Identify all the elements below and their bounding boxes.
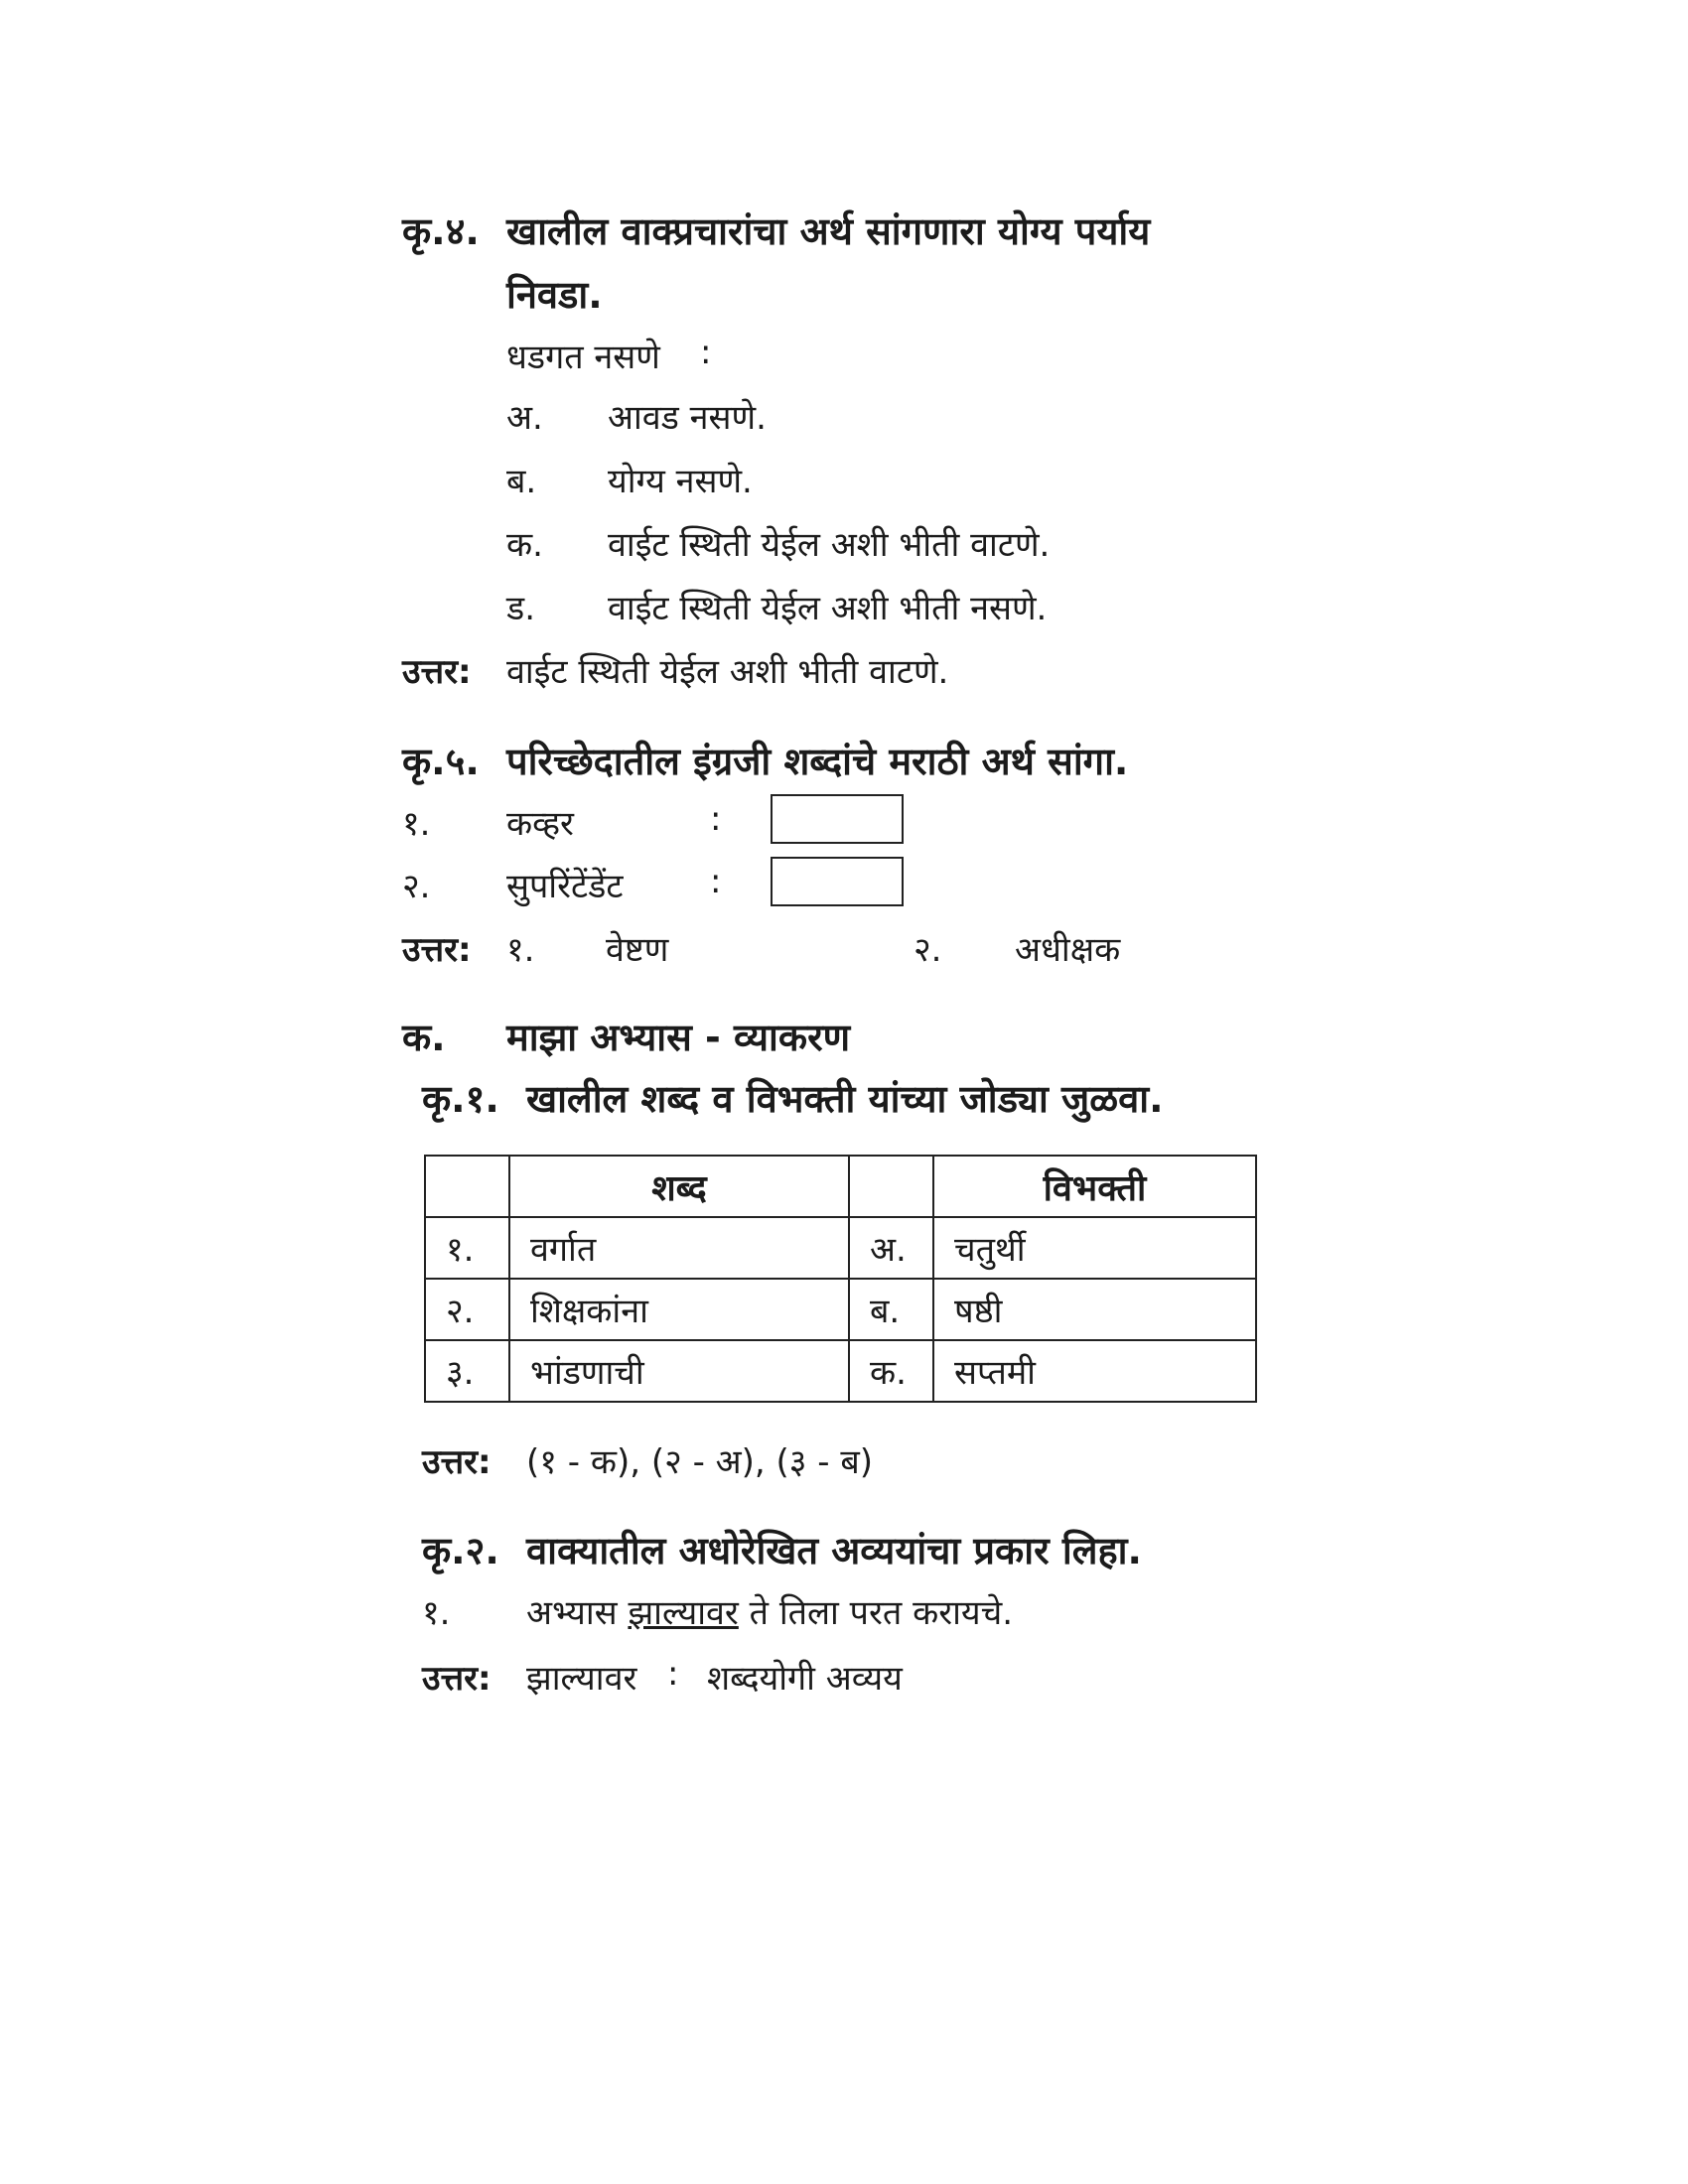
table-row xyxy=(425,1340,1256,1402)
table-cell: १. xyxy=(425,1217,509,1279)
g1-title: खालील शब्द व विभक्ती यांच्या जोड्या जुळवा. xyxy=(526,1077,1164,1121)
table-cell: अ. xyxy=(849,1217,933,1279)
table-cell: भांडणाची xyxy=(509,1340,849,1402)
table-cell: ३. xyxy=(425,1340,509,1402)
q5-item-num: १. xyxy=(402,804,431,844)
table-header-cell xyxy=(849,1156,933,1217)
q4-option-text: आवड नसणे. xyxy=(608,398,767,438)
table-row xyxy=(425,1279,1256,1340)
table-cell: क. xyxy=(849,1340,933,1402)
g2-item-num: १. xyxy=(422,1593,451,1633)
g2-number: कृ.२. xyxy=(422,1529,499,1572)
q5-number: कृ.५. xyxy=(402,740,480,783)
table-cell: २. xyxy=(425,1279,509,1340)
q4-option-text: वाईट स्थिती येईल अशी भीती वाटणे. xyxy=(608,525,1051,565)
q4-option-label: ड. xyxy=(506,589,535,628)
q4-option-text: वाईट स्थिती येईल अशी भीती नसणे. xyxy=(608,589,1048,628)
table-cell: षष्ठी xyxy=(933,1279,1256,1340)
g1-number: कृ.१. xyxy=(422,1077,499,1121)
table-cell: ब. xyxy=(849,1279,933,1340)
q5-item-word: कव्हर xyxy=(506,804,574,844)
table-header-cell: शब्द xyxy=(509,1156,849,1217)
table-header-cell: विभक्ती xyxy=(933,1156,1256,1217)
q5-answer-1-num: १. xyxy=(506,930,535,970)
matching-table xyxy=(424,1155,1257,1403)
g2-title: वाक्यातील अधोरेखित अव्ययांचा प्रकार लिहा. xyxy=(526,1529,1142,1572)
q4-option-label: क. xyxy=(506,525,543,565)
table-cell: वर्गात xyxy=(509,1217,849,1279)
q4-phrase: धडगत नसणे xyxy=(506,338,660,377)
q4-answer: वाईट स्थिती येईल अशी भीती वाटणे. xyxy=(506,652,949,692)
table-header-row xyxy=(425,1156,1256,1217)
table-row xyxy=(425,1217,1256,1279)
q4-phrase-colon: : xyxy=(700,333,712,372)
q4-answer-label: उत्तर: xyxy=(402,652,472,692)
q5-answer-1: वेष्टण xyxy=(606,930,669,970)
q4-option-label: ब. xyxy=(506,462,537,501)
table-cell: शिक्षकांना xyxy=(509,1279,849,1340)
q5-item-colon: : xyxy=(710,862,722,901)
g2-answer-label: उत्तर: xyxy=(422,1659,492,1699)
g2-sentence-underlined: झाल्यावर xyxy=(628,1593,739,1633)
table-cell: चतुर्थी xyxy=(933,1217,1256,1279)
answer-blank-box[interactable] xyxy=(771,857,904,906)
q5-answer-2: अधीक्षक xyxy=(1015,930,1121,970)
g2-sentence-before: अभ्यास xyxy=(526,1593,629,1633)
q5-answer-label: उत्तर: xyxy=(402,930,472,970)
section-title: माझा अभ्यास - व्याकरण xyxy=(506,1016,851,1059)
g2-sentence-after: ते तिला परत करायचे. xyxy=(738,1593,1014,1633)
q4-option-label: अ. xyxy=(506,398,543,438)
q4-option-text: योग्य नसणे. xyxy=(608,462,753,501)
g2-answer-type: शब्दयोगी अव्यय xyxy=(707,1659,903,1699)
q4-title-line1: खालील वाक्प्रचारांचा अर्थ सांगणारा योग्य पर्याय xyxy=(506,209,1151,253)
q5-item-num: २. xyxy=(402,867,431,906)
q4-title-line2: निवडा. xyxy=(506,273,603,317)
table-cell: सप्तमी xyxy=(933,1340,1256,1402)
g1-answer-label: उत्तर: xyxy=(422,1442,492,1482)
table-header-cell xyxy=(425,1156,509,1217)
q5-title: परिच्छेदातील इंग्रजी शब्दांचे मराठी अर्थ सांगा. xyxy=(506,740,1129,783)
g2-answer-sep: : xyxy=(667,1654,679,1694)
g1-answer: (१ - क), (२ - अ), (३ - ब) xyxy=(526,1442,874,1482)
q5-item-colon: : xyxy=(710,799,722,839)
q4-number: कृ.४. xyxy=(402,209,480,253)
answer-blank-box[interactable] xyxy=(771,794,904,844)
g2-sentence xyxy=(526,1588,1013,1634)
q5-answer-2-num: २. xyxy=(914,930,942,970)
section-label: क. xyxy=(402,1016,446,1059)
g2-answer-word: झाल्यावर xyxy=(526,1659,637,1699)
q5-item-word: सुपरिंटेंडेंट xyxy=(506,867,624,906)
